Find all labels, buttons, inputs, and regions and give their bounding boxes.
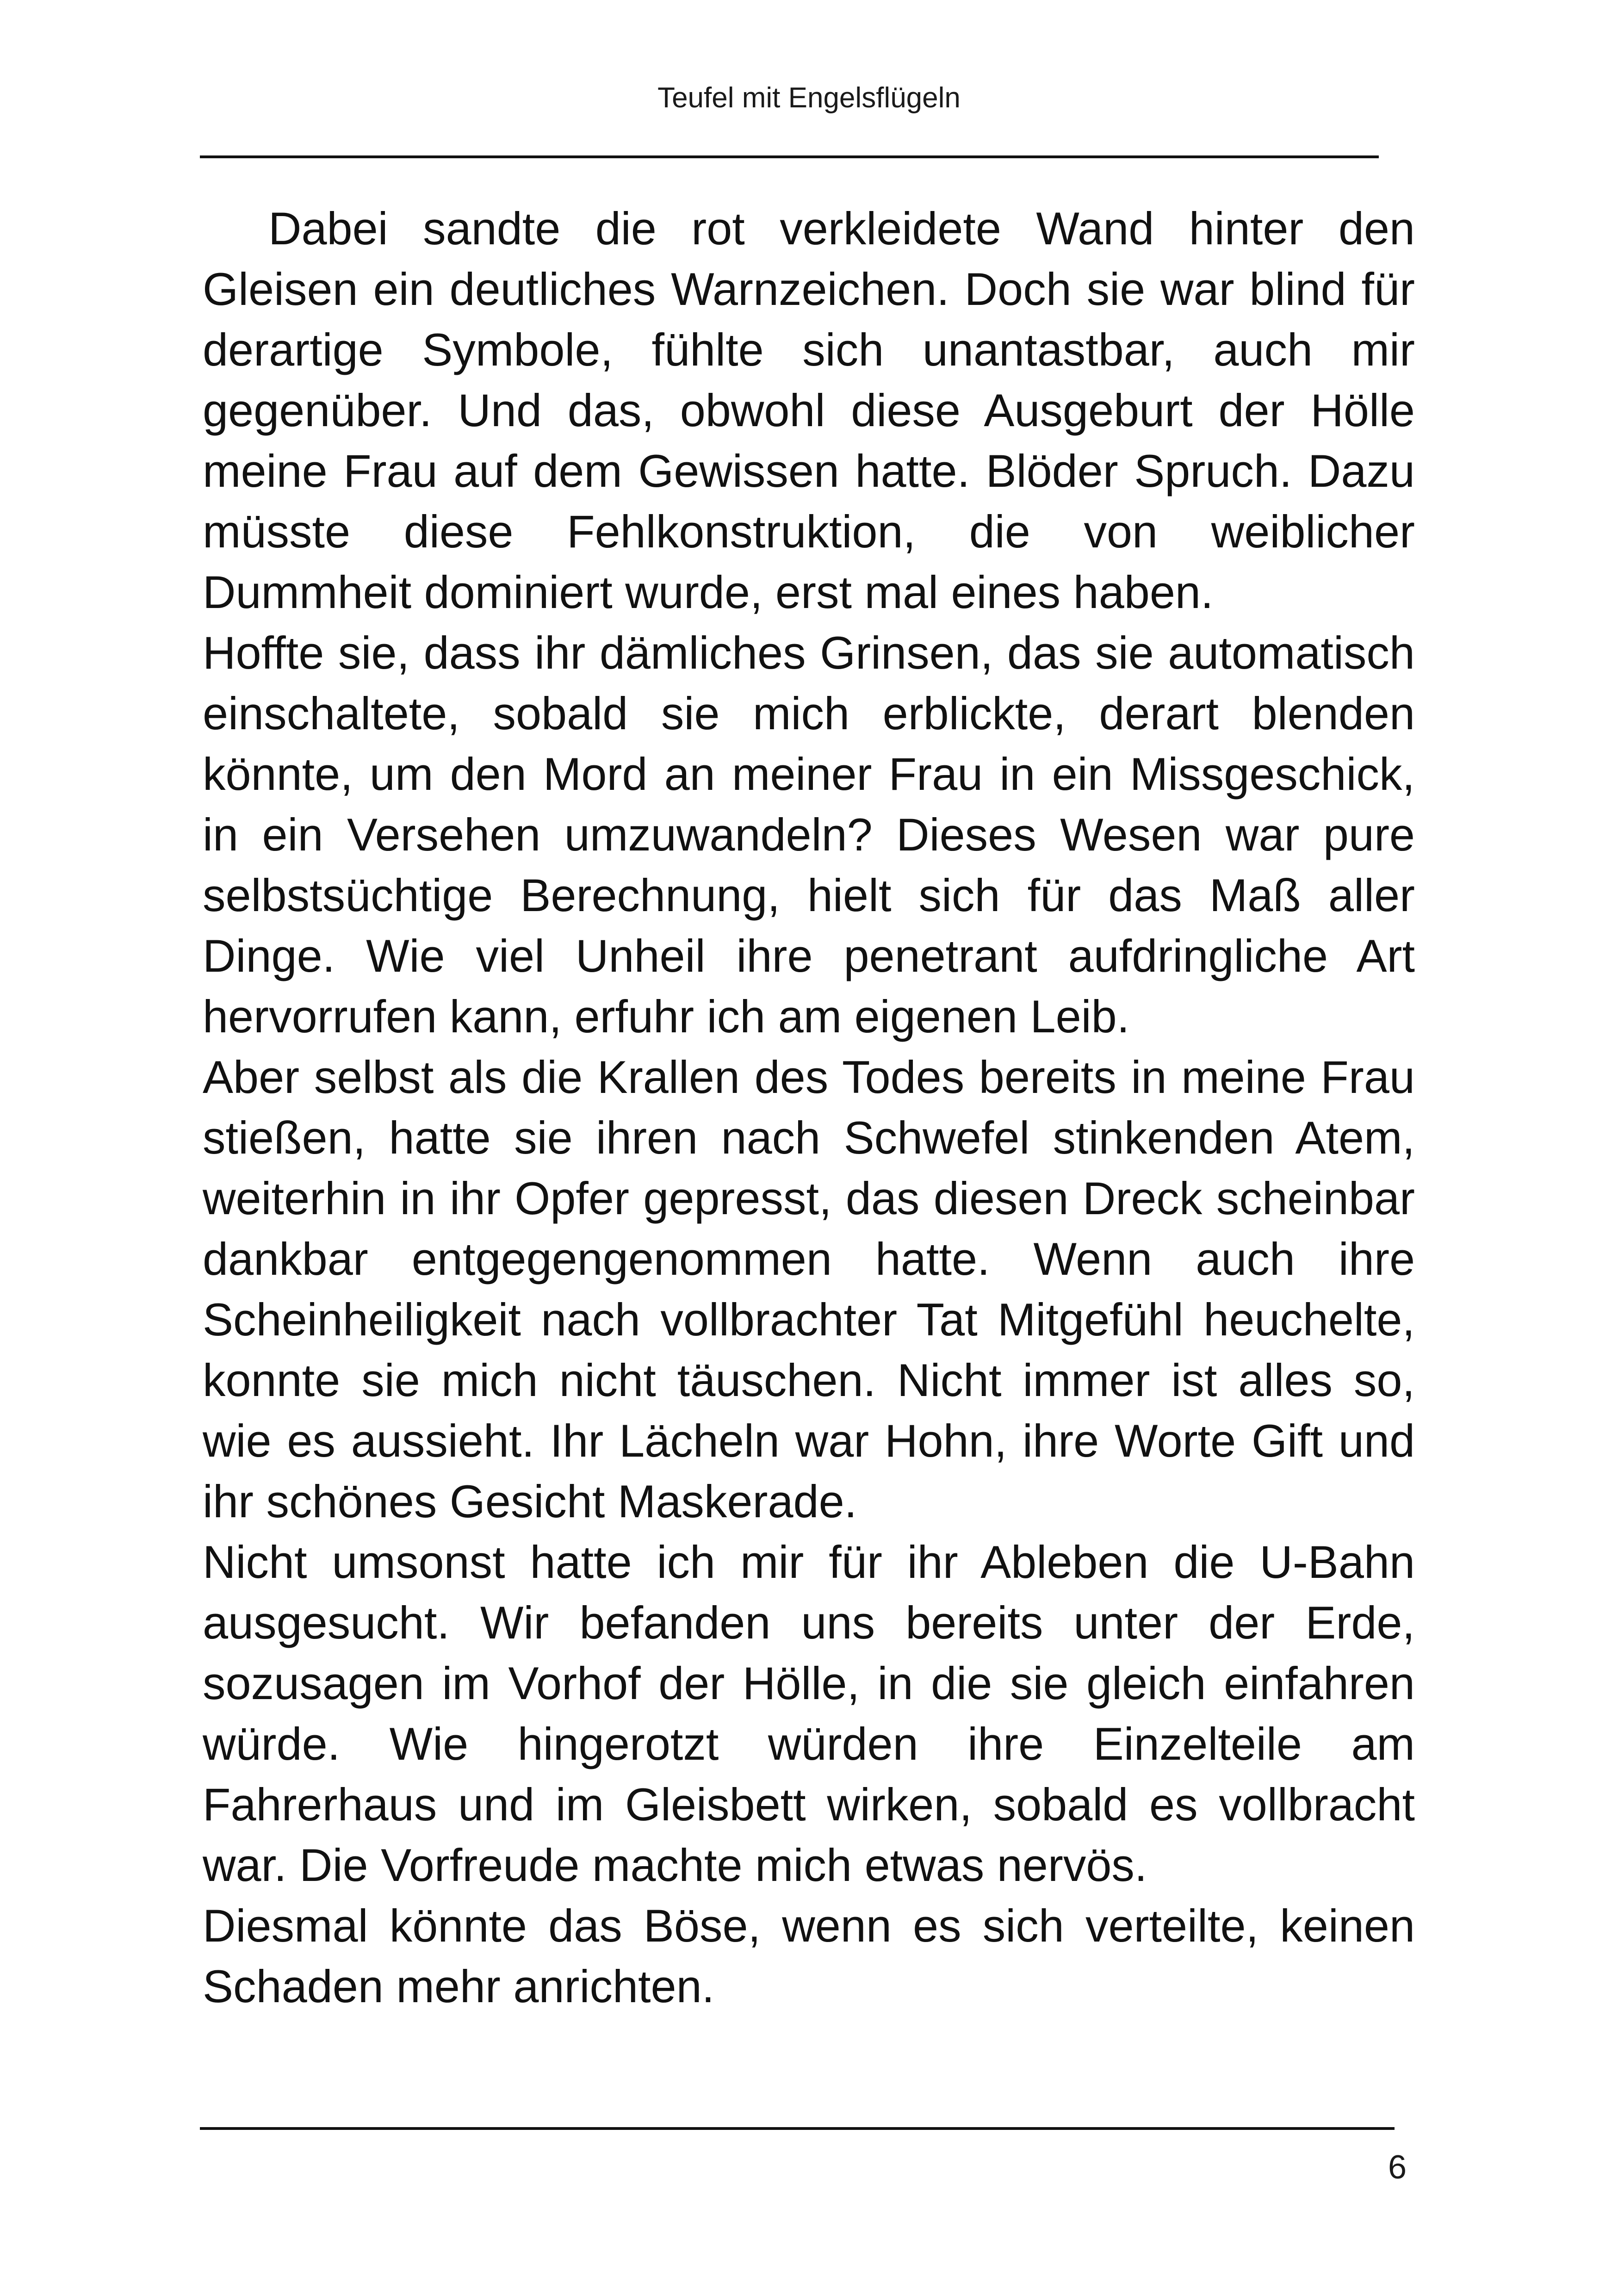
paragraph-1: Dabei sandte die rot verkleidete Wand hinter den Gleisen ein deutliches Warnzeichen. Doch sie war blind für derartige Symbole, fühlte sich unantastbar, auch mir gegenüber. Und das, obwohl diese Ausgeburt der Hölle meine Frau auf dem Gewissen hatte. Blöder Spruch. Dazu müsste diese Fehlkonstruktion, die von weiblicher Dummheit dominiert wurde, erst mal eines haben.: [203, 203, 1415, 618]
paragraph-5: Diesmal könnte das Böse, wenn es sich verteilte, keinen Schaden mehr anrichten.: [203, 1900, 1415, 2012]
body-text: [203, 198, 1415, 2017]
paragraph-3: Aber selbst als die Krallen des Todes bereits in meine Frau stießen, hatte sie ihren nach Schwefel stinkenden Atem, weiterhin in ihr Opfer gepresst, das diesen Dreck scheinbar dankbar entgegengenommen hatte. Wenn auch ihre Scheinheiligkeit nach vollbrachter Tat Mitgefühl heuchelte, konnte sie mich nicht täuschen. Nicht immer ist alles so, wie es aussieht. Ihr Lächeln war Hohn, ihre Worte Gift und ihr schönes Gesicht Maskerade.: [203, 1051, 1415, 1527]
page-number: 6: [1388, 2149, 1407, 2186]
page-header-title: Teufel mit Engelsflügeln: [657, 82, 961, 114]
footer-divider: [200, 2127, 1395, 2130]
paragraph-4: Nicht umsonst hatte ich mir für ihr Ableben die U-Bahn ausgesucht. Wir befanden uns bereits unter der Erde, sozusagen im Vorhof der Hölle, in die sie gleich einfahren würde. Wie hingerotzt würden ihre Einzelteile am Fahrerhaus und im Gleisbett wirken, sobald es vollbracht war. Die Vorfreude machte mich etwas nervös.: [203, 1536, 1415, 1891]
header-divider: [200, 155, 1379, 158]
paragraph-2: Hoffte sie, dass ihr dämliches Grinsen, das sie automatisch einschaltete, sobald sie mich erblickte, derart blenden könnte, um den Mord an meiner Frau in ein Missgeschick, in ein Versehen umzuwandeln? Dieses Wesen war pure selbstsüchtige Berechnung, hielt sich für das Maß aller Dinge. Wie viel Unheil ihre penetrant aufdringliche Art hervorrufen kann, erfuhr ich am eigenen Leib.: [203, 627, 1415, 1042]
